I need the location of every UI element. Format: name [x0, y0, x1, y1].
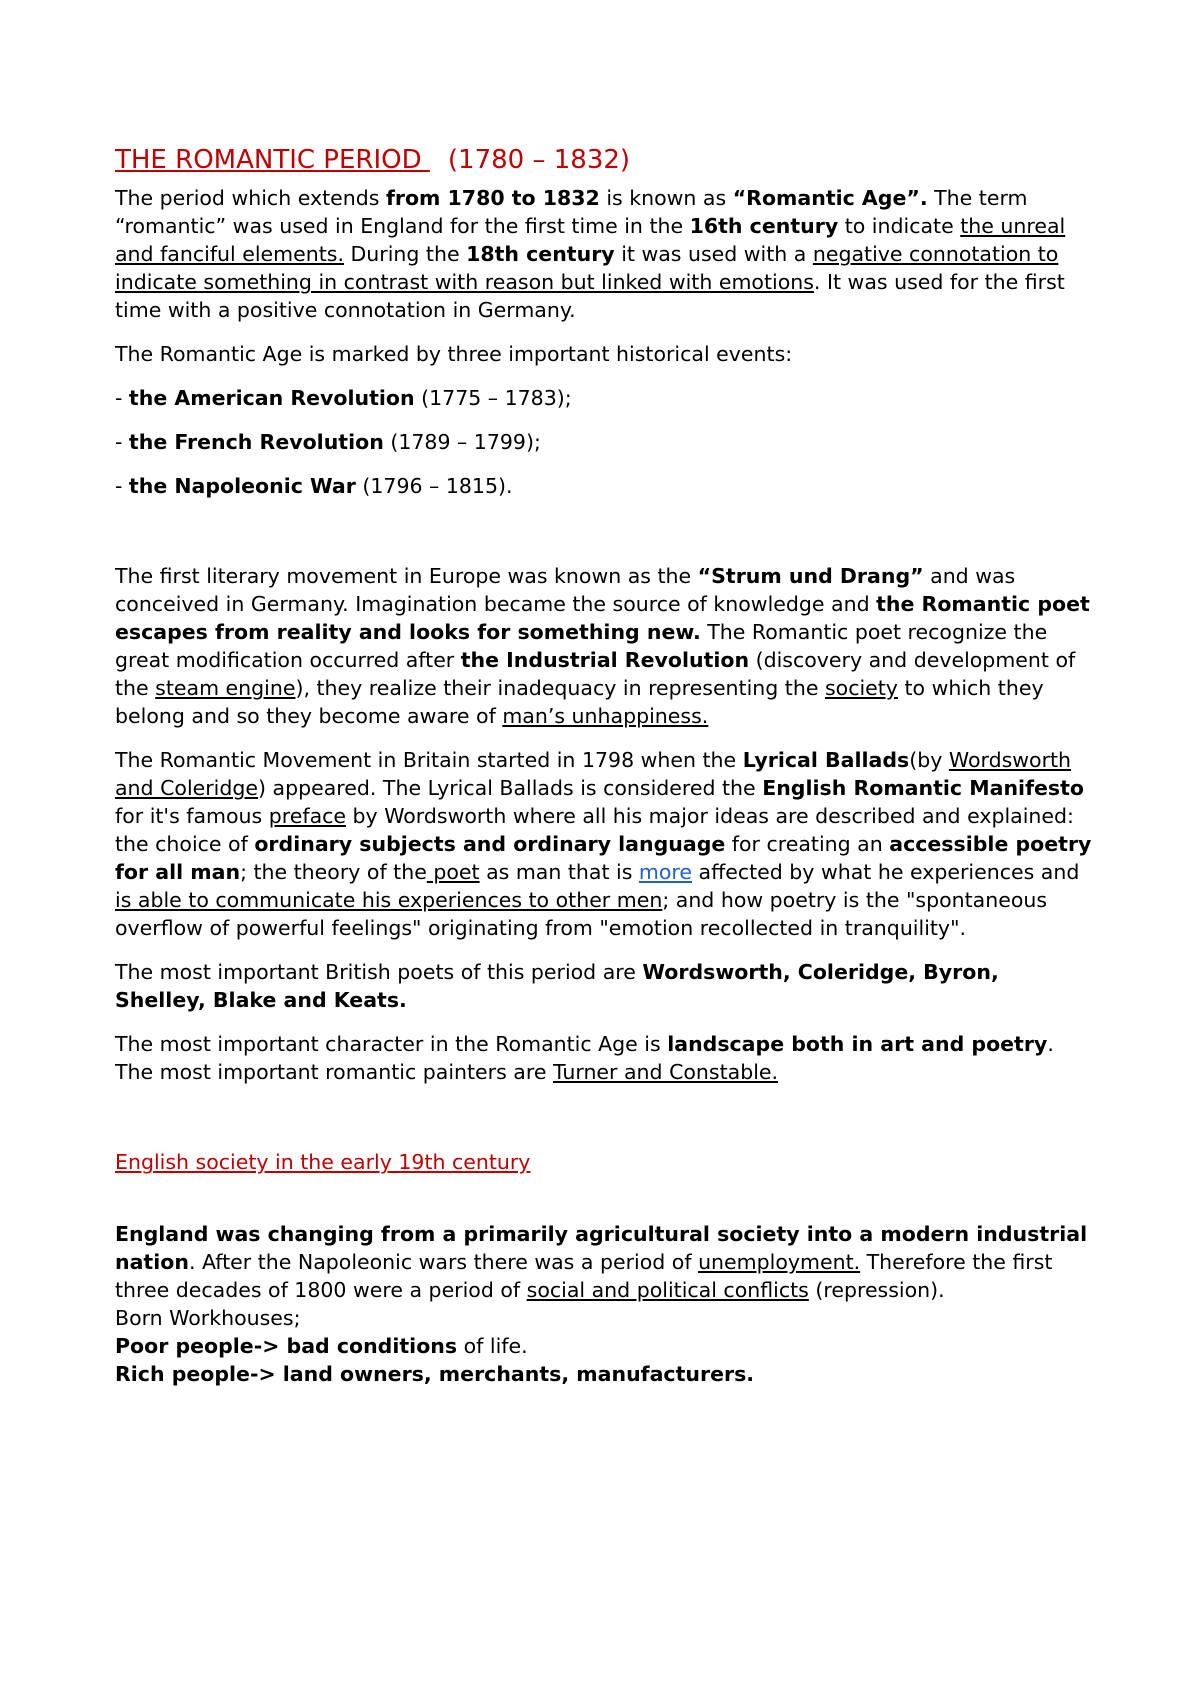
text: (discovery and development of the: [115, 648, 1076, 700]
event-name: the French Revolution: [128, 430, 384, 454]
text-underlined: preface: [268, 804, 347, 828]
text: for it's famous: [115, 804, 269, 828]
event-name: the Napoleonic War: [128, 474, 356, 498]
text: The Romantic Movement in Britain started in 1798 when the: [115, 748, 743, 772]
text: The period which extends: [115, 186, 386, 210]
text: ; and how poetry is the "spontaneous overflow of powerful feelings" originating from "emotion recollected in tranquility".: [115, 888, 1048, 940]
list-dash: -: [115, 430, 129, 454]
text: The term “romantic” was used in England for the first time in the: [115, 186, 1028, 238]
text: to which they belong and so they become aware of: [115, 676, 1044, 728]
text: of life.: [457, 1334, 528, 1358]
text-underlined: steam engine: [155, 676, 296, 700]
text-bold: English Romantic Manifesto: [762, 776, 1084, 800]
text-bold: ordinary subjects and ordinary language: [254, 832, 726, 856]
sturm-paragraph: [115, 562, 1095, 730]
text-bold: the Industrial Revolution: [460, 648, 750, 672]
text: The most important British poets of this period are: [115, 960, 643, 984]
title-years: (1780 – 1832): [447, 145, 631, 175]
text-bold: Wordsworth, Coleridge, Byron, Shelley, Blake and Keats.: [115, 960, 999, 1012]
title-main: THE ROMANTIC PERIOD: [115, 145, 430, 175]
text-bold: “Strum und Drang”: [697, 564, 924, 588]
text: ) appeared. The Lyrical Ballads is considered the: [258, 776, 763, 800]
text-bold: 18th century: [466, 242, 615, 266]
text-underlined: Wordsworth and Coleridge: [115, 748, 1072, 800]
text-underlined: social and political conflicts: [526, 1278, 809, 1302]
document-body: [115, 142, 1095, 1388]
poets-paragraph: [115, 958, 1095, 1014]
event-item-french: [115, 428, 1095, 456]
text: . After the Napoleonic wars there was a period of: [188, 1250, 699, 1274]
text-bold: Lyrical Ballads: [742, 748, 910, 772]
list-dash: -: [115, 474, 129, 498]
text-underlined: Turner and Constable.: [552, 1060, 779, 1084]
event-name: the American Revolution: [128, 386, 415, 410]
event-item-american: [115, 384, 1095, 412]
text: Therefore the first three decades of 1800 were a period of: [115, 1250, 1053, 1302]
events-lead: The Romantic Age is marked by three important historical events:: [115, 342, 793, 366]
text: as man that is: [479, 860, 639, 884]
text: and was conceived in Germany. Imagination became the source of knowledge and: [115, 564, 1016, 616]
text: is known as: [599, 186, 733, 210]
text-bold: from 1780 to 1832: [385, 186, 600, 210]
event-dates: (1789 – 1799);: [383, 430, 541, 454]
text-underlined: the unreal and fanciful elements.: [115, 214, 1066, 266]
text: The first literary movement in Europe was known as the: [115, 564, 698, 588]
event-item-napoleonic: [115, 472, 1095, 500]
society-heading: English society in the early 19th century: [115, 1150, 531, 1174]
text-bold: the Romantic poet escapes from reality and looks for something new.: [115, 592, 1090, 644]
text-underlined: unemployment.: [698, 1250, 861, 1274]
text-bold: accessible poetry for all man: [115, 832, 1092, 884]
text: it was used with a: [614, 242, 813, 266]
list-dash: -: [115, 386, 129, 410]
text-bold: England was changing from a primarily agricultural society into a modern industrial nation: [115, 1222, 1088, 1274]
landscape-paragraph: [115, 1030, 1095, 1086]
text: During the: [343, 242, 467, 266]
text-bold: Rich people-> land owners, merchants, manufacturers.: [115, 1362, 755, 1386]
text-bold: Poor people-> bad conditions: [115, 1334, 458, 1358]
text-underlined: is able to communicate his experiences to other men: [115, 888, 663, 912]
workhouses-line: Born Workhouses;: [115, 1306, 301, 1330]
text-bold: “Romantic Age”.: [732, 186, 928, 210]
text: to indicate: [838, 214, 961, 238]
intro-paragraph: [115, 184, 1095, 324]
movement-paragraph: [115, 746, 1095, 942]
text-underlined: man’s unhappiness.: [502, 704, 709, 728]
text-bold: landscape both in art and poetry: [667, 1032, 1048, 1056]
text-underlined: society: [824, 676, 898, 700]
text: ; the theory of the: [240, 860, 427, 884]
text: for creating an: [725, 832, 890, 856]
text-underlined: poet: [426, 860, 480, 884]
text-bold: 16th century: [689, 214, 839, 238]
text: The Romantic poet recognize the great modification occurred after: [115, 620, 1048, 672]
event-dates: (1796 – 1815).: [355, 474, 513, 498]
text: affected by what he experiences and: [692, 860, 1080, 884]
more-link[interactable]: more: [638, 860, 693, 884]
text: (by: [909, 748, 949, 772]
event-dates: (1775 – 1783);: [414, 386, 572, 410]
society-paragraph: [115, 1220, 1095, 1304]
text: by Wordsworth where all his major ideas are described and explained: the choice of: [115, 804, 1074, 856]
text: ), they realize their inadequacy in representing the: [295, 676, 825, 700]
text-underlined: negative connotation to indicate something in contrast with reason but linked with emotions: [115, 242, 1059, 294]
rich-line: [115, 1360, 1095, 1388]
text: . The most important romantic painters are: [115, 1032, 1054, 1084]
page-title: [115, 142, 1095, 178]
poor-line: [115, 1332, 1095, 1360]
text: (repression).: [808, 1278, 945, 1302]
text: . It was used for the first time with a positive connotation in Germany.: [115, 270, 1065, 322]
text: The most important character in the Romantic Age is: [115, 1032, 668, 1056]
